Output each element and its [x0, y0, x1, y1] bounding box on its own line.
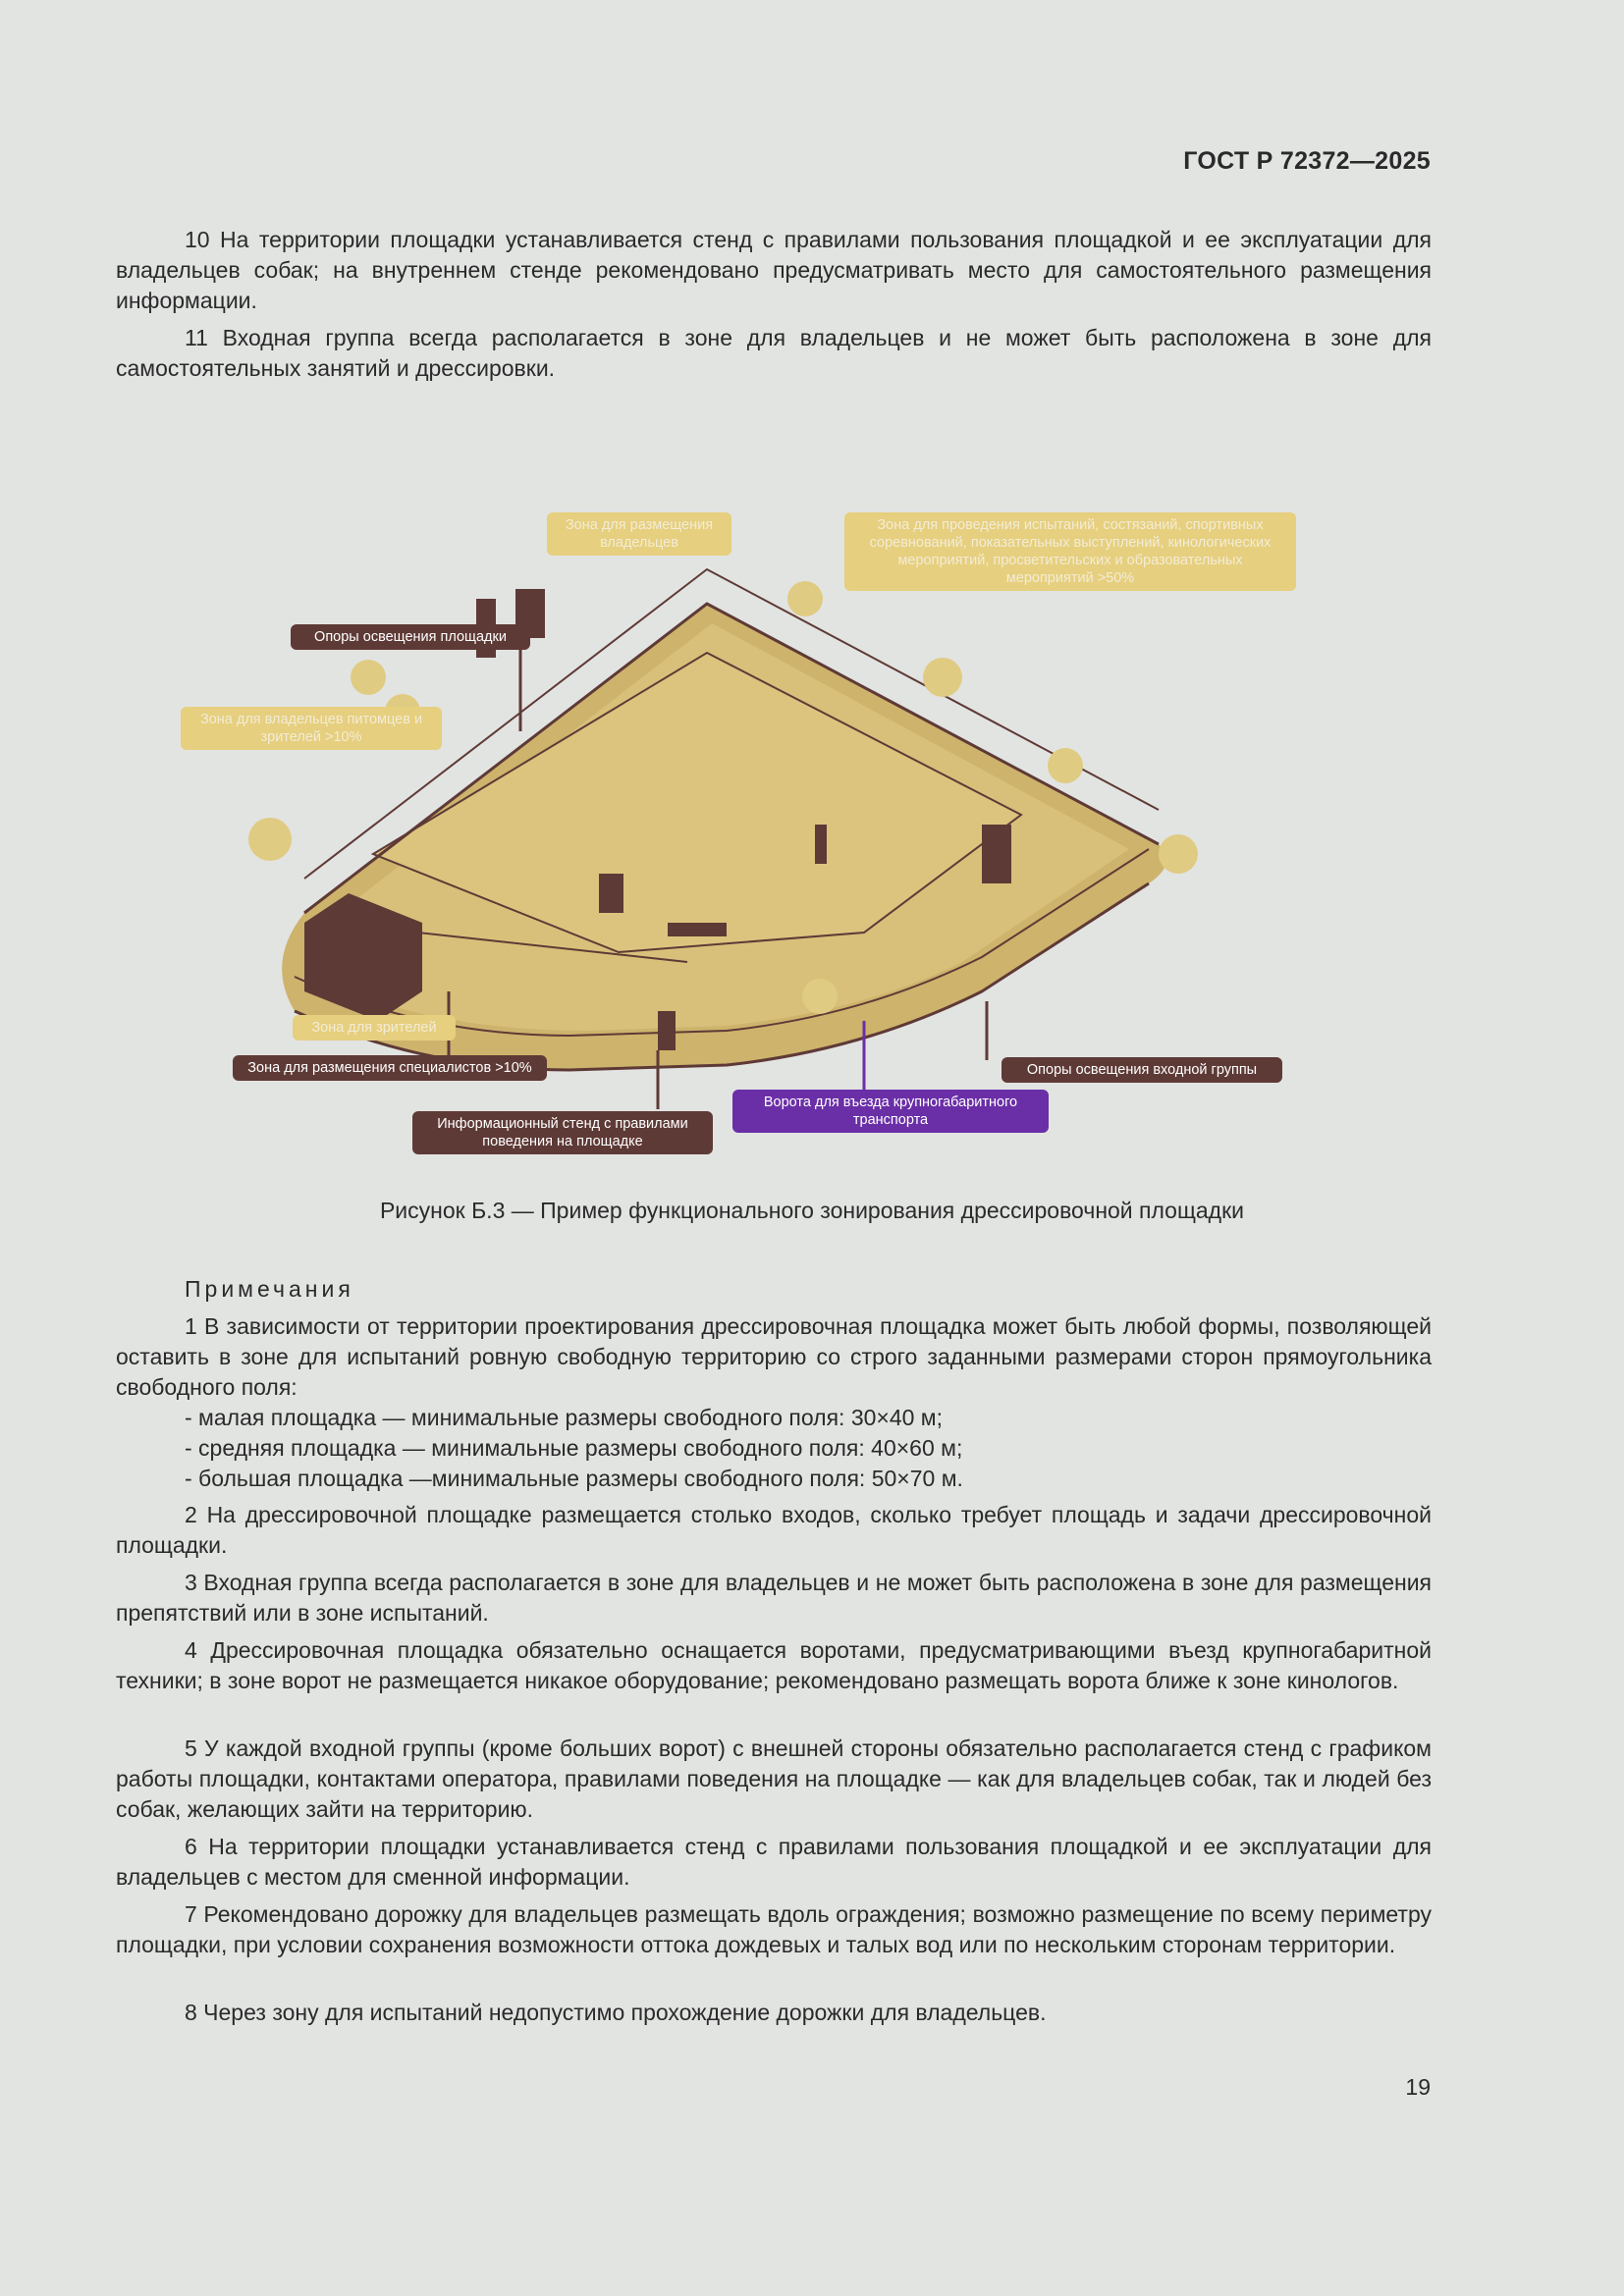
callout-spectators-zone: Зона для зрителей — [293, 1015, 456, 1041]
note-3: 3 Входная группа всегда располагается в зоне для владельцев и не может быть расположена в зоне для размещения препятствий или в зоне испытаний. — [116, 1570, 1432, 1626]
note-1-bullet: - малая площадка — минимальные размеры свободного поля: 30×40 м; — [185, 1405, 944, 1430]
note-1: 1 В зависимости от территории проектирования дрессировочная площадка может быть любой формы, позволяющей оставить в зоне для испытаний ровную свободную территорию со строго заданными размерами сторон прямоугольника свободного поля: — [116, 1313, 1432, 1400]
note-1-bullet: - большая площадка —минимальные размеры свободного поля: 50×70 м. — [185, 1466, 963, 1491]
tree — [351, 660, 386, 695]
callout-gate: Ворота для въезда крупногабаритного транспорта — [732, 1090, 1049, 1133]
callout-owners-zone: Зона для размещения владельцев — [547, 512, 731, 556]
note-8: 8 Через зону для испытаний недопустимо прохождение дорожки для владельцев. — [185, 2000, 1047, 2025]
note-7: 7 Рекомендовано дорожку для владельцев размещать вдоль ограждения; возможно размещение по всему периметру площадки, при условии сохранения возможности оттока дождевых и талых вод или по нескольким сторонам территории. — [116, 1901, 1432, 1957]
obstacle-2 — [599, 874, 623, 913]
notes-title: Примечания — [185, 1276, 354, 1302]
info-stand-object — [658, 1011, 676, 1050]
training-equipment — [982, 825, 1011, 883]
callout-owners-pets-zone: Зона для владельцев питомцев и зрителей >10% — [181, 707, 442, 750]
bench-1 — [668, 923, 727, 936]
callout-tests-zone: Зона для проведения испытаний, состязаний, спортивных соревнований, показательных выступлений, кинологических мероприятий, просветительских и образовательных мероприятий >50% — [844, 512, 1296, 591]
note-4: 4 Дрессировочная площадка обязательно оснащается воротами, предусматривающими въезд крупногабаритной техники; в зоне ворот не размещается никакое оборудование; рекомендовано размещать ворота ближе к зоне кинологов. — [116, 1637, 1432, 1693]
document-header: ГОСТ Р 72372—2025 — [1183, 147, 1431, 175]
tree — [802, 979, 838, 1014]
tree — [923, 658, 962, 697]
note-2: 2 На дрессировочной площадке размещается столько входов, сколько требует площадь и задачи дрессировочной площадки. — [116, 1502, 1432, 1558]
tree — [787, 581, 823, 616]
note-6: 6 На территории площадки устанавливается стенд с правилами пользования площадкой и ее эксплуатации для владельцев с местом для сменной информации. — [116, 1834, 1432, 1890]
page-number: 19 — [1405, 2074, 1431, 2100]
paragraph-10: 10 На территории площадки устанавливается стенд с правилами пользования площадкой и ее эксплуатации для владельцев собак; на внутреннем стенде рекомендовано предусматривать место для самостоятельного размещения информации. — [116, 227, 1432, 313]
callout-lighting-poles: Опоры освещения площадки — [291, 624, 530, 650]
callout-entrance-lighting: Опоры освещения входной группы — [1001, 1057, 1282, 1083]
tree — [1048, 748, 1083, 783]
tree — [248, 818, 292, 861]
note-1-bullet: - средняя площадка — минимальные размеры свободного поля: 40×60 м; — [185, 1435, 963, 1461]
note-5: 5 У каждой входной группы (кроме больших ворот) с внешней стороны обязательно располагается стенд с графиком работы площадки, контактами оператора, правилами поведения на площадке — как для владельцев собак, так и людей без собак, желающих зайти на территорию. — [116, 1735, 1432, 1822]
callout-info-stand: Информационный стенд с правилами поведения на площадке — [412, 1111, 713, 1154]
obstacle-1 — [815, 825, 827, 864]
paragraph-11: 11 Входная группа всегда располагается в зоне для владельцев и не может быть расположена в зоне для самостоятельных занятий и дрессировки. — [116, 325, 1432, 381]
tree — [1159, 834, 1198, 874]
zoning-illustration — [177, 501, 1296, 1168]
callout-specialists-zone: Зона для размещения специалистов >10% — [233, 1055, 547, 1081]
figure-caption: Рисунок Б.3 — Пример функционального зонирования дрессировочной площадки — [379, 1198, 1245, 1223]
